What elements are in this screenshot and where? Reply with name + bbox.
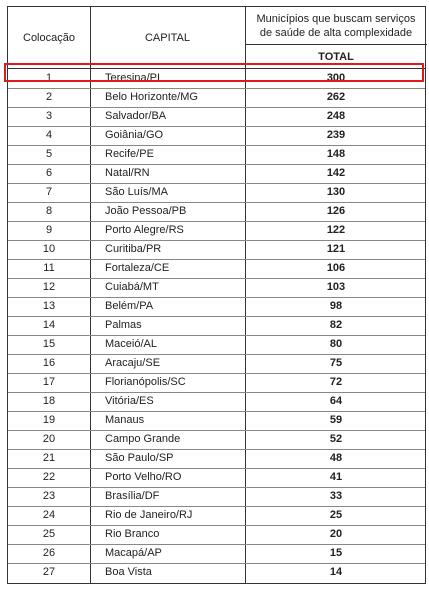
header-total: TOTAL	[318, 50, 354, 63]
capital-cell: Campo Grande	[105, 433, 181, 445]
capital-cell: Brasília/DF	[105, 490, 160, 502]
rank-cell: 10	[42, 243, 56, 255]
row-divider	[8, 259, 425, 260]
total-cell: 148	[326, 148, 346, 160]
rank-cell: 12	[42, 281, 56, 293]
capital-cell: Salvador/BA	[105, 110, 167, 122]
rank-cell: 9	[45, 224, 53, 236]
rank-cell: 26	[42, 547, 56, 559]
row-divider	[8, 88, 425, 89]
total-cell: 122	[326, 224, 346, 236]
row-divider	[8, 487, 425, 488]
rank-cell: 2	[45, 91, 53, 103]
table-row	[8, 164, 425, 183]
table-row	[8, 183, 425, 202]
total-cell: 239	[326, 129, 346, 141]
row-divider	[8, 335, 425, 336]
rank-cell: 4	[45, 129, 53, 141]
table-row	[8, 449, 425, 468]
row-divider	[8, 316, 425, 317]
header-rank: Colocação	[23, 31, 75, 44]
row-divider	[8, 354, 425, 355]
rank-cell: 24	[42, 509, 56, 521]
total-cell: 75	[329, 357, 343, 369]
table-row	[8, 240, 425, 259]
table-row	[8, 69, 425, 88]
capital-cell: Boa Vista	[105, 566, 152, 578]
total-cell: 52	[329, 433, 343, 445]
table-row	[8, 335, 425, 354]
rank-cell: 16	[42, 357, 56, 369]
capital-cell: Curitiba/PR	[105, 243, 162, 255]
capital-cell: Rio Branco	[105, 528, 160, 540]
total-cell: 59	[329, 414, 343, 426]
capital-cell: Florianópolis/SC	[105, 376, 186, 388]
rank-cell: 3	[45, 110, 53, 122]
capital-cell: Fortaleza/CE	[105, 262, 170, 274]
table-header	[8, 7, 425, 68]
capital-cell: Vitória/ES	[105, 395, 154, 407]
total-cell: 41	[329, 471, 343, 483]
rank-cell: 23	[42, 490, 56, 502]
capital-cell: Maceió/AL	[105, 338, 157, 350]
row-divider	[8, 202, 425, 203]
table-row	[8, 259, 425, 278]
table-row	[8, 468, 425, 487]
row-divider	[8, 297, 425, 298]
rank-cell: 8	[45, 205, 53, 217]
rank-cell: 25	[42, 528, 56, 540]
row-divider	[8, 107, 425, 108]
capital-cell: Natal/RN	[105, 167, 150, 179]
capital-cell: Goiânia/GO	[105, 129, 164, 141]
row-divider	[8, 525, 425, 526]
total-cell: 300	[326, 72, 346, 84]
total-cell: 20	[329, 528, 343, 540]
table-row	[8, 88, 425, 107]
total-cell: 14	[329, 566, 343, 578]
row-divider	[8, 221, 425, 222]
row-divider	[8, 126, 425, 127]
table-row	[8, 297, 425, 316]
total-cell: 82	[329, 319, 343, 331]
row-divider	[8, 373, 425, 374]
rank-cell: 5	[45, 148, 53, 160]
total-cell: 142	[326, 167, 346, 179]
row-divider	[8, 449, 425, 450]
table-row	[8, 373, 425, 392]
row-divider	[8, 411, 425, 412]
row-divider	[8, 544, 425, 545]
total-cell: 15	[329, 547, 343, 559]
row-divider	[8, 164, 425, 165]
header-description	[245, 7, 427, 44]
capital-cell: Porto Velho/RO	[105, 471, 182, 483]
table-row	[8, 278, 425, 297]
row-divider	[8, 563, 425, 564]
row-divider	[8, 183, 425, 184]
row-divider	[8, 430, 425, 431]
rank-cell: 19	[42, 414, 56, 426]
capital-cell: Manaus	[105, 414, 145, 426]
row-divider	[8, 468, 425, 469]
capital-cell: Rio de Janeiro/RJ	[105, 509, 193, 521]
table-row	[8, 411, 425, 430]
capital-cell: Recife/PE	[105, 148, 154, 160]
total-cell: 130	[326, 186, 346, 198]
header-description-line1: Municípios que buscam serviços	[256, 12, 416, 25]
capital-cell: Belo Horizonte/MG	[105, 91, 198, 103]
rank-cell: 13	[42, 300, 56, 312]
rank-cell: 20	[42, 433, 56, 445]
rank-cell: 17	[42, 376, 56, 388]
rank-cell: 27	[42, 566, 56, 578]
rank-cell: 15	[42, 338, 56, 350]
ranking-table	[7, 6, 426, 584]
rank-cell: 1	[45, 72, 53, 84]
row-divider	[8, 392, 425, 393]
rank-cell: 11	[43, 262, 55, 274]
table-row	[8, 145, 425, 164]
row-divider	[8, 145, 425, 146]
total-cell: 248	[326, 110, 346, 122]
rank-cell: 22	[42, 471, 56, 483]
table-row	[8, 430, 425, 449]
rank-cell: 18	[42, 395, 56, 407]
table-row	[8, 392, 425, 411]
total-cell: 103	[326, 281, 346, 293]
table-row	[8, 544, 425, 563]
table-row	[8, 316, 425, 335]
header-description-line2: de saúde de alta complexidade	[259, 26, 413, 39]
row-divider	[8, 506, 425, 507]
table-row	[8, 506, 425, 525]
table-row	[8, 525, 425, 544]
capital-cell: Porto Alegre/RS	[105, 224, 184, 236]
table-row	[8, 126, 425, 145]
capital-cell: Cuiabá/MT	[105, 281, 159, 293]
rank-cell: 6	[45, 167, 53, 179]
capital-cell: Palmas	[105, 319, 142, 331]
total-cell: 262	[326, 91, 346, 103]
capital-cell: Belém/PA	[105, 300, 154, 312]
header-subdivider	[245, 44, 427, 45]
total-cell: 64	[329, 395, 343, 407]
table-row	[8, 202, 425, 221]
header-capital: CAPITAL	[144, 31, 191, 44]
total-cell: 33	[329, 490, 343, 502]
total-cell: 80	[329, 338, 343, 350]
capital-cell: São Luís/MA	[105, 186, 168, 198]
rank-cell: 7	[45, 186, 53, 198]
total-cell: 121	[326, 243, 346, 255]
capital-cell: São Paulo/SP	[105, 452, 174, 464]
capital-cell: Teresina/PI	[105, 72, 161, 84]
row-divider	[8, 240, 425, 241]
rank-cell: 14	[42, 319, 56, 331]
rank-cell: 21	[42, 452, 56, 464]
table-row	[8, 354, 425, 373]
row-divider	[8, 278, 425, 279]
total-cell: 106	[326, 262, 346, 274]
total-cell: 98	[329, 300, 343, 312]
capital-cell: João Pessoa/PB	[105, 205, 187, 217]
total-cell: 48	[329, 452, 343, 464]
table-row	[8, 487, 425, 506]
table-row	[8, 221, 425, 240]
total-cell: 72	[329, 376, 343, 388]
capital-cell: Macapá/AP	[105, 547, 162, 559]
table-row	[8, 107, 425, 126]
capital-cell: Aracaju/SE	[105, 357, 161, 369]
table-row	[8, 563, 425, 582]
total-cell: 25	[329, 509, 343, 521]
total-cell: 126	[326, 205, 346, 217]
